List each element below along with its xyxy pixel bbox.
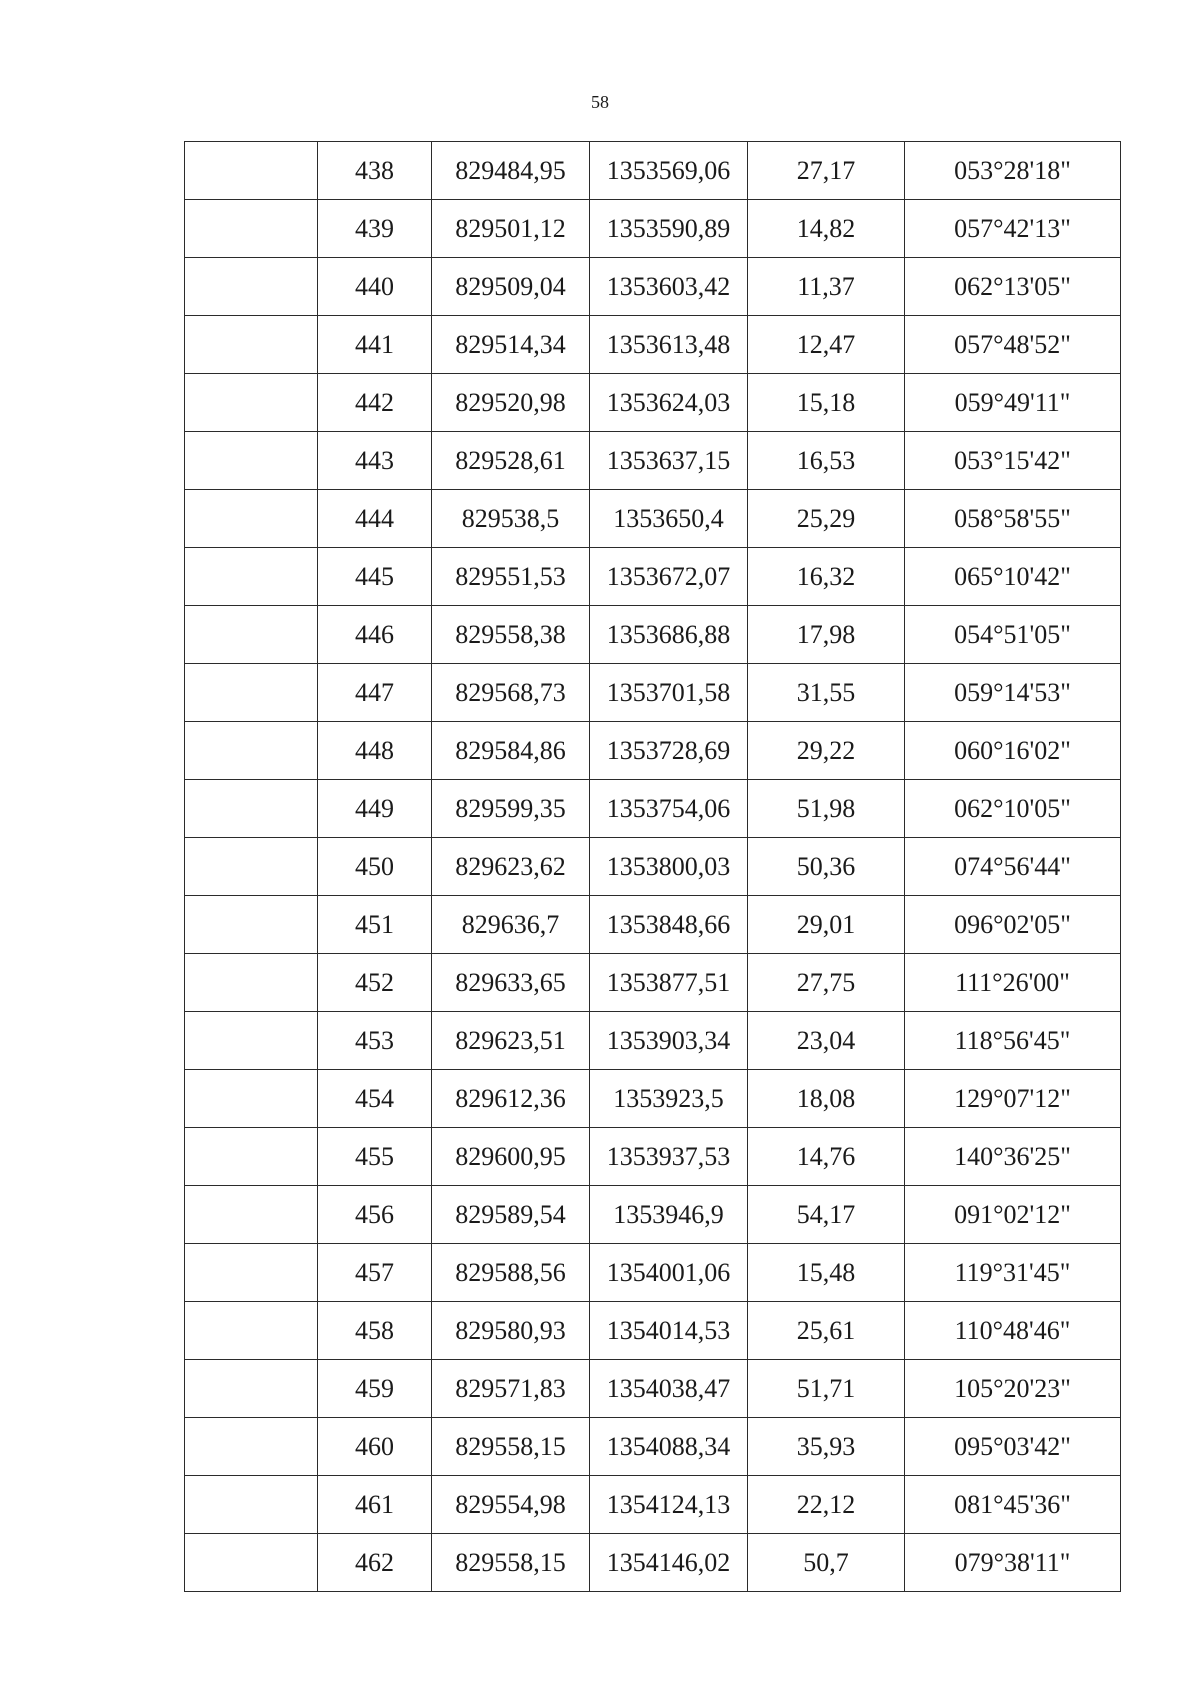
bearing-cell: 081°45'36" xyxy=(905,1476,1121,1534)
table-row xyxy=(185,258,1121,316)
length-cell: 25,29 xyxy=(748,490,905,548)
empty-cell xyxy=(185,490,318,548)
table-row xyxy=(185,838,1121,896)
table-row xyxy=(185,1070,1121,1128)
y-coordinate-cell: 1353650,4 xyxy=(590,490,748,548)
empty-cell xyxy=(185,954,318,1012)
point-number-cell: 455 xyxy=(318,1128,432,1186)
bearing-cell: 062°13'05" xyxy=(905,258,1121,316)
length-cell: 11,37 xyxy=(748,258,905,316)
empty-cell xyxy=(185,606,318,664)
point-number-cell: 447 xyxy=(318,664,432,722)
x-coordinate-cell: 829633,65 xyxy=(432,954,590,1012)
empty-cell xyxy=(185,1476,318,1534)
y-coordinate-cell: 1353848,66 xyxy=(590,896,748,954)
x-coordinate-cell: 829568,73 xyxy=(432,664,590,722)
bearing-cell: 074°56'44" xyxy=(905,838,1121,896)
table-row xyxy=(185,200,1121,258)
table-row xyxy=(185,664,1121,722)
x-coordinate-cell: 829612,36 xyxy=(432,1070,590,1128)
x-coordinate-cell: 829538,5 xyxy=(432,490,590,548)
length-cell: 18,08 xyxy=(748,1070,905,1128)
bearing-cell: 057°42'13" xyxy=(905,200,1121,258)
y-coordinate-cell: 1353800,03 xyxy=(590,838,748,896)
bearing-cell: 096°02'05" xyxy=(905,896,1121,954)
y-coordinate-cell: 1353877,51 xyxy=(590,954,748,1012)
point-number-cell: 457 xyxy=(318,1244,432,1302)
x-coordinate-cell: 829571,83 xyxy=(432,1360,590,1418)
length-cell: 31,55 xyxy=(748,664,905,722)
x-coordinate-cell: 829636,7 xyxy=(432,896,590,954)
length-cell: 29,01 xyxy=(748,896,905,954)
x-coordinate-cell: 829580,93 xyxy=(432,1302,590,1360)
y-coordinate-cell: 1354146,02 xyxy=(590,1534,748,1592)
table-row xyxy=(185,490,1121,548)
bearing-cell: 057°48'52" xyxy=(905,316,1121,374)
y-coordinate-cell: 1353937,53 xyxy=(590,1128,748,1186)
y-coordinate-cell: 1353590,89 xyxy=(590,200,748,258)
empty-cell xyxy=(185,1128,318,1186)
point-number-cell: 461 xyxy=(318,1476,432,1534)
page-number: 58 xyxy=(591,92,609,112)
empty-cell xyxy=(185,432,318,490)
y-coordinate-cell: 1354124,13 xyxy=(590,1476,748,1534)
bearing-cell: 091°02'12" xyxy=(905,1186,1121,1244)
table-row xyxy=(185,1534,1121,1592)
x-coordinate-cell: 829501,12 xyxy=(432,200,590,258)
bearing-cell: 129°07'12" xyxy=(905,1070,1121,1128)
point-number-cell: 459 xyxy=(318,1360,432,1418)
empty-cell xyxy=(185,548,318,606)
length-cell: 16,53 xyxy=(748,432,905,490)
bearing-cell: 079°38'11" xyxy=(905,1534,1121,1592)
y-coordinate-cell: 1353701,58 xyxy=(590,664,748,722)
point-number-cell: 454 xyxy=(318,1070,432,1128)
bearing-cell: 058°58'55" xyxy=(905,490,1121,548)
table-row xyxy=(185,780,1121,838)
empty-cell xyxy=(185,1360,318,1418)
bearing-cell: 054°51'05" xyxy=(905,606,1121,664)
x-coordinate-cell: 829623,62 xyxy=(432,838,590,896)
length-cell: 15,48 xyxy=(748,1244,905,1302)
bearing-cell: 095°03'42" xyxy=(905,1418,1121,1476)
point-number-cell: 441 xyxy=(318,316,432,374)
bearing-cell: 060°16'02" xyxy=(905,722,1121,780)
length-cell: 14,76 xyxy=(748,1128,905,1186)
length-cell: 29,22 xyxy=(748,722,905,780)
coordinates-table xyxy=(184,141,1121,1592)
point-number-cell: 438 xyxy=(318,142,432,200)
empty-cell xyxy=(185,1418,318,1476)
point-number-cell: 460 xyxy=(318,1418,432,1476)
y-coordinate-cell: 1353686,88 xyxy=(590,606,748,664)
empty-cell xyxy=(185,664,318,722)
length-cell: 54,17 xyxy=(748,1186,905,1244)
length-cell: 51,71 xyxy=(748,1360,905,1418)
table-row xyxy=(185,1302,1121,1360)
length-cell: 14,82 xyxy=(748,200,905,258)
empty-cell xyxy=(185,374,318,432)
length-cell: 50,7 xyxy=(748,1534,905,1592)
point-number-cell: 450 xyxy=(318,838,432,896)
x-coordinate-cell: 829588,56 xyxy=(432,1244,590,1302)
table-row xyxy=(185,548,1121,606)
table-row xyxy=(185,142,1121,200)
empty-cell xyxy=(185,896,318,954)
empty-cell xyxy=(185,780,318,838)
y-coordinate-cell: 1353946,9 xyxy=(590,1186,748,1244)
length-cell: 17,98 xyxy=(748,606,905,664)
table-row xyxy=(185,432,1121,490)
x-coordinate-cell: 829558,15 xyxy=(432,1418,590,1476)
y-coordinate-cell: 1353672,07 xyxy=(590,548,748,606)
empty-cell xyxy=(185,142,318,200)
empty-cell xyxy=(185,316,318,374)
empty-cell xyxy=(185,1244,318,1302)
empty-cell xyxy=(185,1302,318,1360)
point-number-cell: 442 xyxy=(318,374,432,432)
table-row xyxy=(185,374,1121,432)
length-cell: 15,18 xyxy=(748,374,905,432)
table-row xyxy=(185,1476,1121,1534)
y-coordinate-cell: 1353603,42 xyxy=(590,258,748,316)
coordinates-table-body xyxy=(185,142,1121,1592)
length-cell: 23,04 xyxy=(748,1012,905,1070)
y-coordinate-cell: 1353613,48 xyxy=(590,316,748,374)
bearing-cell: 059°14'53" xyxy=(905,664,1121,722)
table-row xyxy=(185,1128,1121,1186)
table-row xyxy=(185,896,1121,954)
point-number-cell: 449 xyxy=(318,780,432,838)
table-row xyxy=(185,1186,1121,1244)
length-cell: 27,17 xyxy=(748,142,905,200)
x-coordinate-cell: 829484,95 xyxy=(432,142,590,200)
x-coordinate-cell: 829528,61 xyxy=(432,432,590,490)
bearing-cell: 062°10'05" xyxy=(905,780,1121,838)
point-number-cell: 440 xyxy=(318,258,432,316)
point-number-cell: 451 xyxy=(318,896,432,954)
x-coordinate-cell: 829509,04 xyxy=(432,258,590,316)
x-coordinate-cell: 829599,35 xyxy=(432,780,590,838)
bearing-cell: 119°31'45" xyxy=(905,1244,1121,1302)
point-number-cell: 462 xyxy=(318,1534,432,1592)
bearing-cell: 065°10'42" xyxy=(905,548,1121,606)
bearing-cell: 053°15'42" xyxy=(905,432,1121,490)
y-coordinate-cell: 1353728,69 xyxy=(590,722,748,780)
length-cell: 35,93 xyxy=(748,1418,905,1476)
point-number-cell: 439 xyxy=(318,200,432,258)
x-coordinate-cell: 829623,51 xyxy=(432,1012,590,1070)
point-number-cell: 443 xyxy=(318,432,432,490)
x-coordinate-cell: 829600,95 xyxy=(432,1128,590,1186)
point-number-cell: 453 xyxy=(318,1012,432,1070)
empty-cell xyxy=(185,1534,318,1592)
length-cell: 16,32 xyxy=(748,548,905,606)
empty-cell xyxy=(185,1070,318,1128)
length-cell: 27,75 xyxy=(748,954,905,1012)
length-cell: 51,98 xyxy=(748,780,905,838)
y-coordinate-cell: 1353569,06 xyxy=(590,142,748,200)
table-row xyxy=(185,606,1121,664)
y-coordinate-cell: 1354038,47 xyxy=(590,1360,748,1418)
y-coordinate-cell: 1354088,34 xyxy=(590,1418,748,1476)
point-number-cell: 444 xyxy=(318,490,432,548)
length-cell: 25,61 xyxy=(748,1302,905,1360)
y-coordinate-cell: 1353754,06 xyxy=(590,780,748,838)
x-coordinate-cell: 829551,53 xyxy=(432,548,590,606)
bearing-cell: 110°48'46" xyxy=(905,1302,1121,1360)
empty-cell xyxy=(185,838,318,896)
point-number-cell: 458 xyxy=(318,1302,432,1360)
bearing-cell: 118°56'45" xyxy=(905,1012,1121,1070)
x-coordinate-cell: 829558,15 xyxy=(432,1534,590,1592)
table-row xyxy=(185,1012,1121,1070)
x-coordinate-cell: 829514,34 xyxy=(432,316,590,374)
y-coordinate-cell: 1353903,34 xyxy=(590,1012,748,1070)
x-coordinate-cell: 829558,38 xyxy=(432,606,590,664)
x-coordinate-cell: 829520,98 xyxy=(432,374,590,432)
table-row xyxy=(185,954,1121,1012)
bearing-cell: 105°20'23" xyxy=(905,1360,1121,1418)
point-number-cell: 452 xyxy=(318,954,432,1012)
bearing-cell: 059°49'11" xyxy=(905,374,1121,432)
length-cell: 12,47 xyxy=(748,316,905,374)
empty-cell xyxy=(185,200,318,258)
empty-cell xyxy=(185,722,318,780)
empty-cell xyxy=(185,1186,318,1244)
point-number-cell: 456 xyxy=(318,1186,432,1244)
table-row xyxy=(185,316,1121,374)
x-coordinate-cell: 829589,54 xyxy=(432,1186,590,1244)
y-coordinate-cell: 1353923,5 xyxy=(590,1070,748,1128)
length-cell: 50,36 xyxy=(748,838,905,896)
table-row xyxy=(185,1418,1121,1476)
point-number-cell: 445 xyxy=(318,548,432,606)
empty-cell xyxy=(185,258,318,316)
empty-cell xyxy=(185,1012,318,1070)
x-coordinate-cell: 829584,86 xyxy=(432,722,590,780)
point-number-cell: 448 xyxy=(318,722,432,780)
y-coordinate-cell: 1354001,06 xyxy=(590,1244,748,1302)
table-row xyxy=(185,1244,1121,1302)
bearing-cell: 111°26'00" xyxy=(905,954,1121,1012)
y-coordinate-cell: 1354014,53 xyxy=(590,1302,748,1360)
table-row xyxy=(185,1360,1121,1418)
y-coordinate-cell: 1353624,03 xyxy=(590,374,748,432)
length-cell: 22,12 xyxy=(748,1476,905,1534)
table-row xyxy=(185,722,1121,780)
y-coordinate-cell: 1353637,15 xyxy=(590,432,748,490)
bearing-cell: 140°36'25" xyxy=(905,1128,1121,1186)
point-number-cell: 446 xyxy=(318,606,432,664)
bearing-cell: 053°28'18" xyxy=(905,142,1121,200)
x-coordinate-cell: 829554,98 xyxy=(432,1476,590,1534)
